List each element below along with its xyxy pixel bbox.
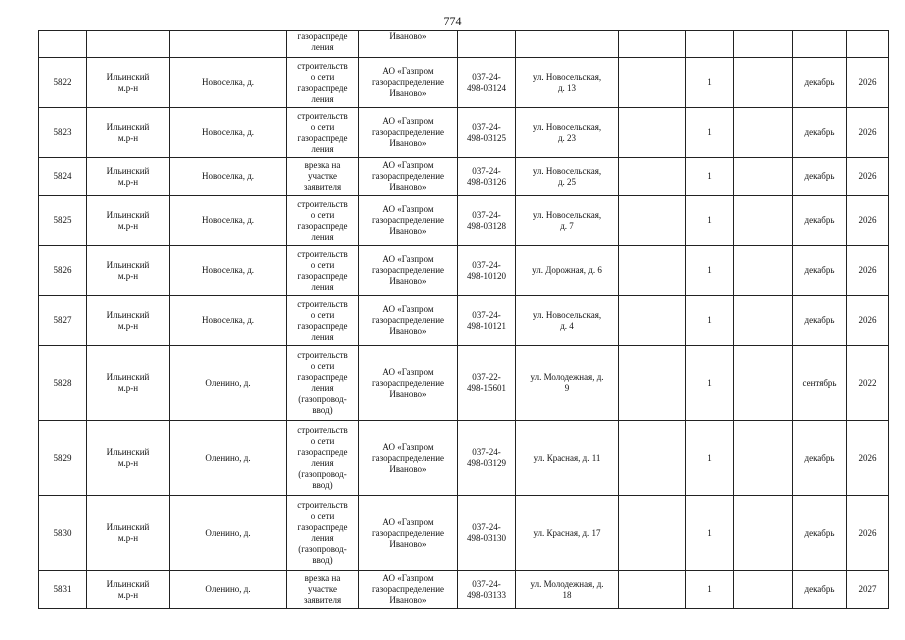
cell-month: декабрь: [793, 496, 847, 571]
cell-line: д. 4: [560, 320, 574, 331]
cell-line: строительств: [297, 198, 348, 209]
cell-empty: [734, 421, 793, 496]
cell-empty: [734, 196, 793, 246]
cell-line: 498-10120: [467, 270, 506, 281]
cell-line: м.р-н: [117, 82, 139, 93]
cell-line: Иваново»: [389, 595, 427, 605]
cell-line: м.р-н: [117, 458, 139, 468]
cell-line: АО «Газпром: [382, 366, 434, 377]
cell-month: декабрь: [793, 571, 847, 609]
cell-line: строительств: [297, 110, 348, 121]
cell-line: 037-22-: [472, 372, 501, 382]
cell-year: 2026: [847, 158, 889, 196]
cell-district: [87, 246, 170, 296]
cell-line: д. 25: [557, 176, 577, 187]
cell-address: [516, 421, 619, 496]
cell-address: [516, 196, 619, 246]
cell-line: Ильинский: [106, 522, 150, 532]
cell-quantity: 1: [686, 571, 734, 609]
registry-table: [38, 30, 889, 609]
cell-line: 498-10121: [467, 320, 506, 331]
cell-empty: [734, 246, 793, 296]
cell-line: м.р-н: [117, 176, 139, 187]
cell-line: ления: [311, 281, 334, 292]
cell-line: газораспределение: [371, 584, 445, 594]
registry-table-body: [39, 31, 889, 609]
cell-organization: [359, 246, 458, 296]
cell-line: Ильинский: [106, 71, 150, 82]
cell-line: Иваново»: [389, 276, 427, 286]
cell-line: 037-24-: [472, 522, 501, 532]
cell-line: ул. Новосельская,: [532, 121, 602, 132]
table-row: [39, 58, 889, 108]
cell-year: 2026: [847, 421, 889, 496]
cell-line: газораспределение: [371, 315, 445, 325]
cell-address: [516, 571, 619, 609]
table-row: [39, 196, 889, 246]
cell-organization: [359, 296, 458, 346]
cell-line: АО «Газпром: [382, 204, 434, 214]
cell-district: [87, 158, 170, 196]
cell-line: газораспределение: [371, 527, 445, 538]
cell-line: строительств: [297, 350, 348, 360]
cell-line: м.р-н: [117, 270, 139, 281]
cell-empty: [619, 158, 686, 196]
cell-district: [87, 108, 170, 158]
cell-locality: Оленино, д.: [170, 346, 287, 421]
cell-line: строительств: [297, 60, 348, 71]
cell-empty: [619, 108, 686, 158]
cell-empty: [87, 31, 170, 58]
cell-line: ввод): [312, 480, 333, 490]
cell-line: ления: [311, 383, 334, 393]
cell-locality: Новоселка, д.: [170, 246, 287, 296]
cell-code: [458, 571, 516, 609]
cell-empty: [734, 571, 793, 609]
cell-empty: [847, 31, 889, 58]
cell-quantity: 1: [686, 246, 734, 296]
cell-line: строительств: [297, 248, 348, 259]
cell-empty: [619, 496, 686, 571]
cell-address: [516, 496, 619, 571]
cell-locality: Новоселка, д.: [170, 108, 287, 158]
cell-organization: [359, 346, 458, 421]
cell-work-type: [287, 196, 359, 246]
cell-line: (газопровод-: [298, 544, 347, 554]
table-row: [39, 346, 889, 421]
cell-code: [458, 496, 516, 571]
cell-empty: [619, 246, 686, 296]
cell-line: ул. Дорожная, д. 6: [532, 265, 602, 275]
cell-line: м.р-н: [117, 320, 139, 331]
cell-row-number: 5831: [39, 571, 87, 609]
cell-line: ул. Молодежная, д.: [530, 372, 604, 382]
cell-empty: [734, 346, 793, 421]
cell-line: ления: [311, 93, 334, 104]
cell-line: 037-24-: [472, 165, 501, 176]
cell-line: врезка на: [304, 160, 341, 170]
cell-line: ления: [311, 458, 334, 468]
cell-line: строительств: [297, 500, 348, 510]
cell-line: ул. Новосельская,: [532, 309, 602, 320]
cell-line: 037-24-: [472, 578, 501, 589]
cell-line: о сети: [310, 71, 335, 82]
cell-empty: [734, 31, 793, 58]
cell-line: ления: [311, 533, 334, 543]
cell-line: 498-03128: [467, 220, 506, 231]
cell-line: 498-03124: [467, 82, 506, 93]
cell-line: м.р-н: [117, 220, 139, 231]
cell-locality: Новоселка, д.: [170, 196, 287, 246]
cell-work-type: [287, 571, 359, 609]
cell-line: ул. Новосельская,: [532, 71, 602, 82]
cell-line: д. 7: [560, 220, 574, 231]
cell-district: [87, 196, 170, 246]
cell-line: АО «Газпром: [382, 441, 434, 452]
table-row: [39, 496, 889, 571]
cell-line: 9: [564, 383, 570, 393]
cell-quantity: 1: [686, 158, 734, 196]
cell-line: АО «Газпром: [382, 516, 434, 527]
cell-organization: [359, 196, 458, 246]
cell-empty: [793, 31, 847, 58]
registry-table-container: [38, 30, 888, 609]
cell-row-number: 5822: [39, 58, 87, 108]
cell-line: газораспределение: [371, 127, 445, 137]
cell-line: д. 23: [557, 132, 577, 143]
cell-code: [458, 296, 516, 346]
cell-organization: [359, 58, 458, 108]
table-row: [39, 571, 889, 609]
cell-line: 498-03130: [467, 533, 506, 543]
cell-empty: [619, 346, 686, 421]
cell-empty: [39, 31, 87, 58]
cell-empty: [734, 158, 793, 196]
cell-empty: [619, 296, 686, 346]
cell-code: [458, 196, 516, 246]
cell-line: ул. Новосельская,: [532, 209, 602, 220]
cell-code: [458, 246, 516, 296]
cell-line: Ильинский: [106, 209, 150, 220]
cell-month: декабрь: [793, 108, 847, 158]
cell-empty: [619, 571, 686, 609]
cell-line: 037-24-: [472, 447, 501, 457]
cell-line: о сети: [310, 511, 335, 521]
cell-quantity: 1: [686, 421, 734, 496]
cell-line: заявителя: [303, 182, 342, 192]
cell-year: 2026: [847, 196, 889, 246]
cell-line: о сети: [310, 209, 335, 220]
cell-district: [87, 421, 170, 496]
cell-organization: [359, 158, 458, 196]
cell-organization: [359, 421, 458, 496]
cell-line: м.р-н: [117, 589, 139, 600]
cell-empty: [734, 496, 793, 571]
cell-line: газораспреде: [297, 447, 348, 457]
cell-quantity: 1: [686, 496, 734, 571]
cell-line: д. 13: [557, 82, 577, 93]
cell-line: газораспреде: [297, 132, 348, 143]
cell-line: Иваново»: [389, 226, 427, 236]
cell-line: Иваново»: [389, 326, 427, 336]
cell-year: 2026: [847, 246, 889, 296]
cell-line: о сети: [310, 361, 335, 371]
cell-work-type: [287, 296, 359, 346]
cell-line: газораспреде: [297, 320, 348, 331]
cell-quantity: 1: [686, 196, 734, 246]
cell-year: 2022: [847, 346, 889, 421]
cell-district: [87, 296, 170, 346]
cell-line: 037-24-: [472, 259, 501, 270]
cell-month: декабрь: [793, 58, 847, 108]
cell-line: ул. Красная, д. 17: [533, 527, 601, 538]
cell-line: 037-24-: [472, 309, 501, 320]
cell-line: м.р-н: [117, 132, 139, 143]
cell-line: газораспределение: [371, 452, 445, 463]
cell-year: 2026: [847, 296, 889, 346]
cell-month: декабрь: [793, 158, 847, 196]
cell-work-type: [287, 58, 359, 108]
cell-year: 2026: [847, 58, 889, 108]
cell-work-type: [287, 108, 359, 158]
cell-district: [87, 58, 170, 108]
cell-line: 498-03133: [467, 589, 506, 600]
cell-locality: Новоселка, д.: [170, 58, 287, 108]
cell-month: декабрь: [793, 296, 847, 346]
cell-line: 037-24-: [472, 209, 501, 220]
cell-work-type: газораспреде ления: [287, 31, 359, 58]
cell-line: 18: [562, 589, 572, 600]
cell-year: 2027: [847, 571, 889, 609]
cell-line: АО «Газпром: [382, 304, 434, 314]
cell-empty: [619, 196, 686, 246]
cell-line: АО «Газпром: [382, 116, 434, 126]
cell-row-number: 5826: [39, 246, 87, 296]
cell-organization: Иваново»: [359, 31, 458, 58]
cell-empty: [458, 31, 516, 58]
cell-locality: Оленино, д.: [170, 496, 287, 571]
cell-address: [516, 108, 619, 158]
cell-line: газораспределение: [371, 215, 445, 225]
cell-locality: Новоселка, д.: [170, 296, 287, 346]
table-row: [39, 158, 889, 196]
cell-year: 2026: [847, 496, 889, 571]
cell-row-number: 5825: [39, 196, 87, 246]
cell-line: газораспределение: [371, 377, 445, 388]
cell-line: 498-15601: [467, 383, 506, 393]
cell-line: газораспреде: [297, 220, 348, 231]
cell-month: сентябрь: [793, 346, 847, 421]
cell-line: газораспреде: [297, 372, 348, 382]
table-row: [39, 296, 889, 346]
cell-line: АО «Газпром: [382, 160, 434, 170]
cell-line: 498-03126: [467, 176, 506, 187]
cell-line: о сети: [310, 121, 335, 132]
cell-line: участке: [307, 584, 338, 594]
cell-line: Ильинский: [106, 121, 150, 132]
cell-line: ул. Новосельская,: [532, 165, 602, 176]
cell-line: Иваново»: [389, 88, 427, 98]
cell-line: ввод): [312, 555, 333, 565]
cell-line: (газопровод-: [298, 394, 347, 404]
cell-locality: Оленино, д.: [170, 571, 287, 609]
cell-line: м.р-н: [117, 383, 139, 393]
cell-line: ул. Молодежная, д.: [530, 578, 604, 589]
cell-line: ления: [311, 331, 334, 342]
cell-line: 498-03125: [467, 132, 506, 143]
cell-empty: [516, 31, 619, 58]
cell-empty: [734, 296, 793, 346]
cell-quantity: 1: [686, 108, 734, 158]
cell-line: газораспреде: [297, 522, 348, 532]
cell-organization: [359, 108, 458, 158]
cell-month: декабрь: [793, 246, 847, 296]
cell-line: ления: [311, 143, 334, 154]
cell-empty: [619, 421, 686, 496]
cell-line: Ильинский: [106, 372, 150, 382]
cell-line: строительств: [297, 298, 348, 309]
cell-line: Ильинский: [106, 165, 150, 176]
cell-work-type: [287, 346, 359, 421]
cell-organization: [359, 571, 458, 609]
cell-line: газораспределение: [371, 171, 445, 181]
cell-address: [516, 296, 619, 346]
cell-line: участке: [307, 171, 338, 181]
cell-address: [516, 346, 619, 421]
cell-empty: [734, 58, 793, 108]
cell-district: [87, 571, 170, 609]
cell-month: декабрь: [793, 196, 847, 246]
cell-district: [87, 346, 170, 421]
cell-line: газораспреде: [297, 82, 348, 93]
cell-code: [458, 421, 516, 496]
cell-row-number: 5829: [39, 421, 87, 496]
cell-quantity: 1: [686, 58, 734, 108]
cell-code: [458, 158, 516, 196]
cell-line: Иваново»: [389, 538, 427, 549]
cell-line: ления: [311, 231, 334, 242]
cell-quantity: 1: [686, 296, 734, 346]
cell-line: АО «Газпром: [382, 254, 434, 264]
cell-line: о сети: [310, 436, 335, 446]
cell-work-type: [287, 246, 359, 296]
cell-code: [458, 58, 516, 108]
cell-line: ввод): [312, 405, 333, 415]
cell-line: АО «Газпром: [382, 573, 434, 583]
table-row-continuation: [39, 31, 889, 58]
cell-empty: [686, 31, 734, 58]
cell-line: Ильинский: [106, 578, 150, 589]
cell-locality: Оленино, д.: [170, 421, 287, 496]
cell-line: врезка на: [304, 573, 341, 583]
cell-line: 498-03129: [467, 458, 506, 468]
cell-organization: [359, 496, 458, 571]
cell-district: [87, 496, 170, 571]
cell-line: заявителя: [303, 595, 342, 605]
cell-line: м.р-н: [117, 533, 139, 543]
cell-address: [516, 158, 619, 196]
table-row: [39, 421, 889, 496]
page-number: 774: [443, 14, 462, 28]
table-row: [39, 108, 889, 158]
cell-empty: [170, 31, 287, 58]
cell-empty: [619, 31, 686, 58]
cell-line: Ильинский: [106, 309, 150, 320]
table-row: [39, 246, 889, 296]
cell-line: ул. Красная, д. 11: [533, 452, 601, 463]
cell-locality: Новоселка, д.: [170, 158, 287, 196]
cell-work-type: [287, 496, 359, 571]
cell-line: АО «Газпром: [382, 66, 434, 76]
cell-row-number: 5823: [39, 108, 87, 158]
cell-line: о сети: [310, 259, 335, 270]
cell-row-number: 5827: [39, 296, 87, 346]
cell-code: [458, 108, 516, 158]
cell-line: газораспреде: [297, 270, 348, 281]
cell-row-number: 5828: [39, 346, 87, 421]
cell-line: Ильинский: [106, 447, 150, 457]
cell-line: о сети: [310, 309, 335, 320]
cell-empty: [619, 58, 686, 108]
cell-line: 037-24-: [472, 121, 501, 132]
cell-work-type: [287, 158, 359, 196]
cell-year: 2026: [847, 108, 889, 158]
cell-address: [516, 58, 619, 108]
cell-line: газораспределение: [371, 265, 445, 275]
cell-line: Ильинский: [106, 259, 150, 270]
cell-line: Иваново»: [389, 463, 427, 474]
cell-work-type: [287, 421, 359, 496]
cell-line: 037-24-: [472, 71, 501, 82]
cell-line: Иваново»: [389, 182, 427, 192]
cell-empty: [734, 108, 793, 158]
cell-code: [458, 346, 516, 421]
cell-month: декабрь: [793, 421, 847, 496]
cell-line: (газопровод-: [298, 469, 347, 479]
cell-line: газораспределение: [371, 77, 445, 87]
cell-line: Иваново»: [389, 138, 427, 148]
cell-row-number: 5824: [39, 158, 87, 196]
cell-line: строительств: [297, 425, 348, 435]
cell-row-number: 5830: [39, 496, 87, 571]
cell-quantity: 1: [686, 346, 734, 421]
cell-line: Иваново»: [389, 388, 427, 399]
cell-address: [516, 246, 619, 296]
